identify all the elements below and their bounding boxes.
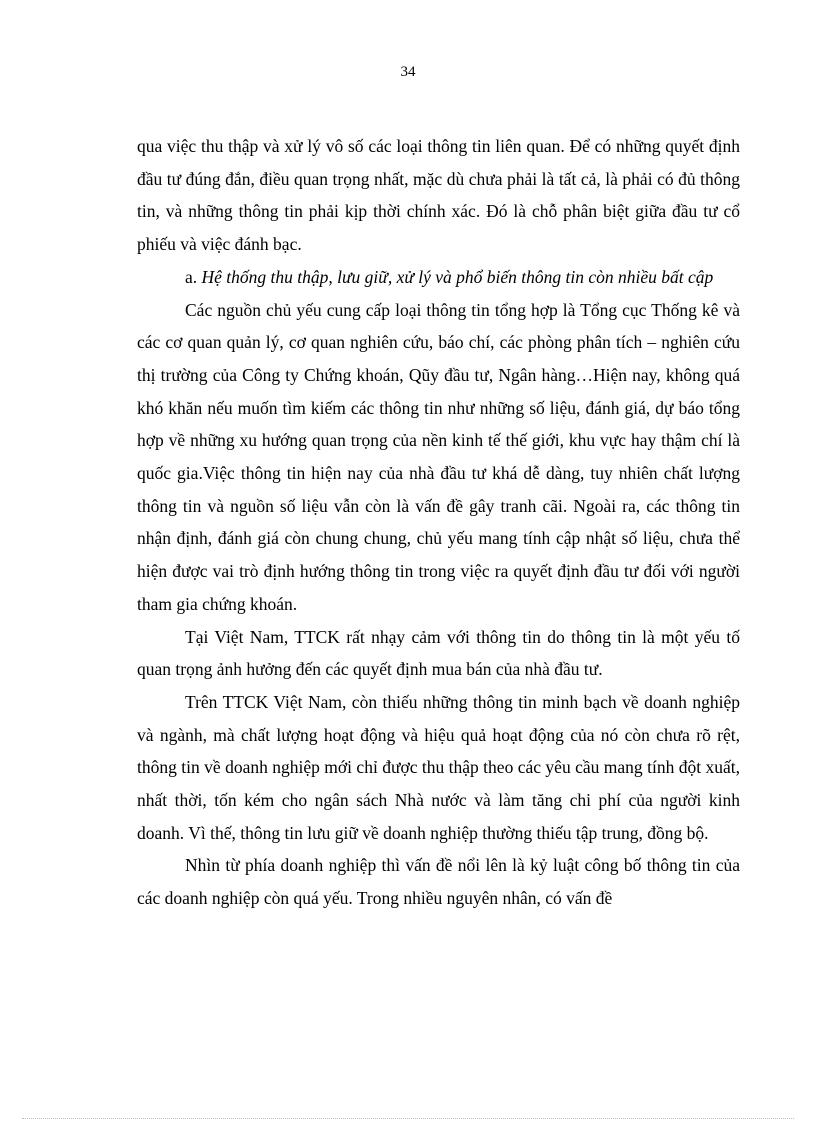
page-bottom-divider — [22, 1118, 794, 1119]
section-heading-text: Hệ thống thu thập, lưu giữ, xử lý và phổ biến thông tin còn nhiều bất cập — [201, 266, 714, 287]
document-body — [137, 130, 740, 915]
section-heading-label: a. — [185, 266, 198, 287]
paragraph-transparency: Trên TTCK Việt Nam, còn thiếu những thông tin minh bạch về doanh nghiệp và ngành, mà chất lượng hoạt động và hiệu quả hoạt động của nó còn chưa rõ rệt, thông tin về doanh nghiệp mới chỉ được thu thập theo các yêu cầu mang tính đột xuất, nhất thời, tốn kém cho ngân sách Nhà nước và làm tăng chi phí của người kinh doanh. Vì thế, thông tin lưu giữ về doanh nghiệp thường thiếu tập trung, đồng bộ. — [137, 691, 740, 843]
paragraph-intro: qua việc thu thập và xử lý vô số các loại thông tin liên quan. Để có những quyết định đầu tư đúng đắn, điều quan trọng nhất, mặc dù chưa phải là tất cả, là phải có đủ thông tin, và những thông tin phải kịp thời chính xác. Đó là chỗ phân biệt giữa đầu tư cổ phiếu và việc đánh bạc. — [137, 136, 740, 255]
paragraph-market-sensitivity: Tại Việt Nam, TTCK rất nhạy cảm với thông tin do thông tin là một yếu tố quan trọng ảnh hưởng đến các quyết định mua bán của nhà đầu tư. — [137, 626, 740, 680]
paragraph-information-sources: Các nguồn chủ yếu cung cấp loại thông tin tổng hợp là Tổng cục Thống kê và các cơ quan quản lý, cơ quan nghiên cứu, báo chí, các phòng phân tích – nghiên cứu thị trường của Công ty Chứng khoán, Qũy đầu tư, Ngân hàng…Hiện nay, không quá khó khăn nếu muốn tìm kiếm các thông tin như những số liệu, đánh giá, dự báo tổng hợp về những xu hướng quan trọng của nền kinh tế thế giới, khu vực hay thậm chí là quốc gia.Việc thông tin hiện nay của nhà đầu tư khá dễ dàng, tuy nhiên chất lượng thông tin và nguồn số liệu vẫn còn là vấn đề gây tranh cãi. Ngoài ra, các thông tin nhận định, đánh giá còn chung chung, chủ yếu mang tính cập nhật số liệu, chưa thể hiện được vai trò định hướng thông tin trong việc ra quyết định đầu tư đối với người tham gia chứng khoán. — [137, 299, 740, 614]
paragraph-disclosure-discipline: Nhìn từ phía doanh nghiệp thì vấn đề nổi lên là kỷ luật công bố thông tin của các doanh nghiệp còn quá yếu. Trong nhiều nguyên nhân, có vấn đề — [137, 855, 740, 909]
page-number: 34 — [400, 64, 416, 80]
section-heading — [137, 261, 740, 294]
